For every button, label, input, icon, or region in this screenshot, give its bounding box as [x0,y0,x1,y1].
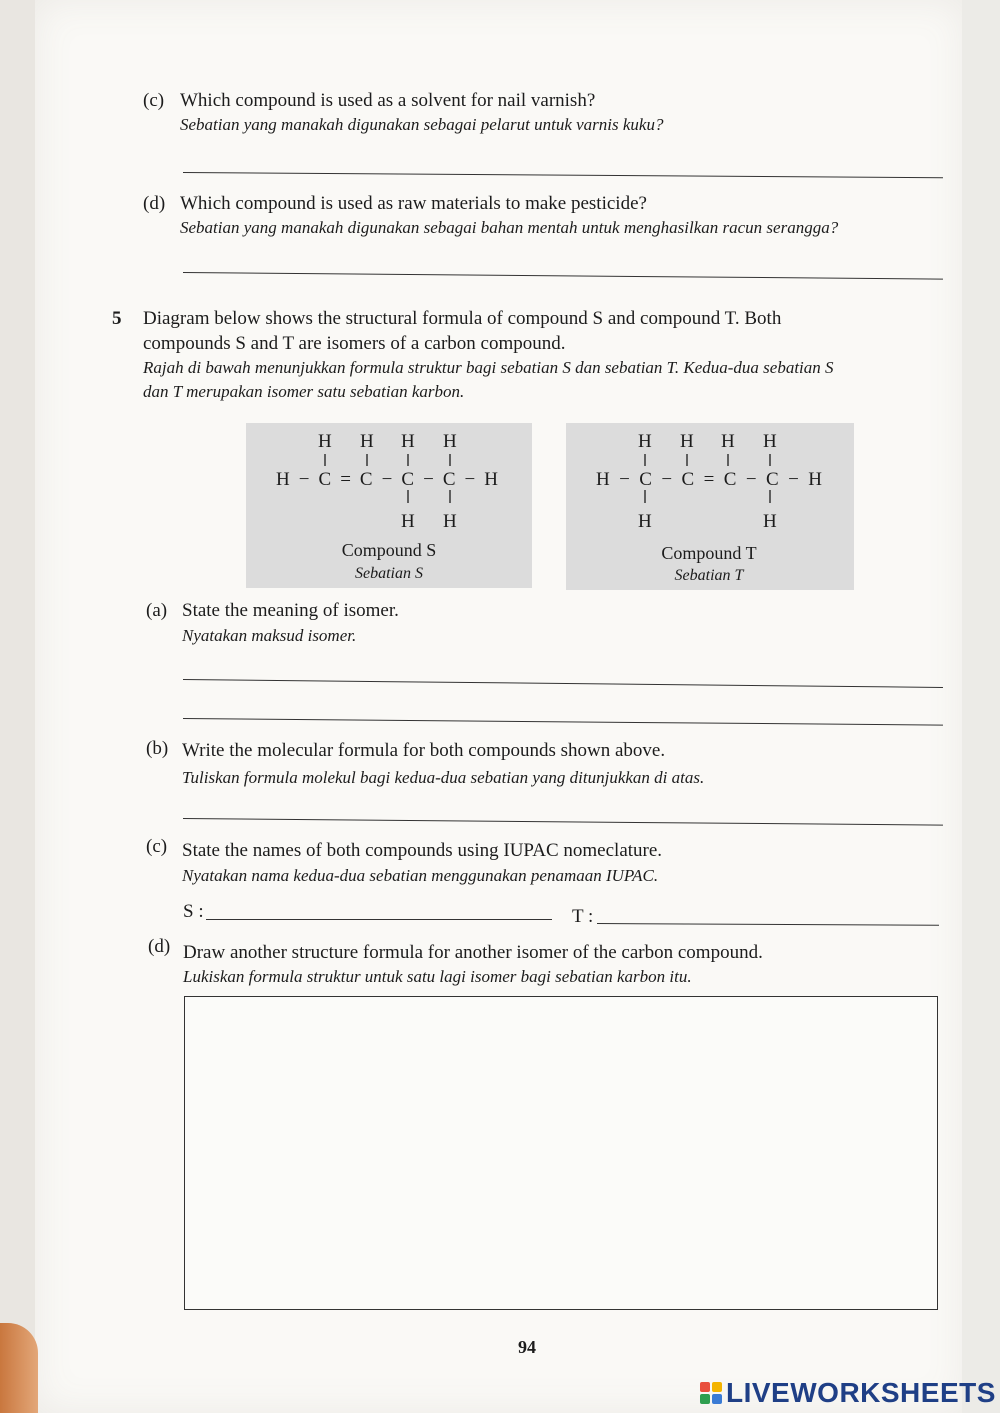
q5-intro-en-1: Diagram below shows the structural formula of compound S and compound T. Both [143,308,782,329]
q5-number: 5 [112,308,122,329]
q4d-question-en: Which compound is used as raw materials to make pesticide? [180,193,647,214]
compound-t-chain: H−C−C=C−C−H [596,469,822,490]
q5b-question-ms: Tuliskan formula molekul bagi kedua-dua sebatian yang ditunjukkan di atas. [182,768,705,787]
q5c-question-en: State the names of both compounds using IUPAC nomeclature. [182,840,663,861]
compound-t-diagram [566,423,854,590]
q5b-question-en: Write the molecular formula for both compounds shown above. [182,740,666,761]
compound-s-caption-ms: Sebatian S [355,565,423,582]
svg-text:H: H [360,431,374,452]
q5d-question-ms: Lukiskan formula struktur untuk satu lagi isomer bagi sebatian karbon itu. [183,967,692,986]
logo-text: LIVEWORKSHEETS [726,1377,996,1408]
logo-grid-icon [700,1382,722,1404]
q5c-t-label: T : [572,906,594,927]
compound-s-chain: H−C=C−C−C−H [276,469,498,490]
svg-text:H: H [763,431,777,452]
compound-s-caption-en: Compound S [341,540,437,560]
svg-text:H: H [443,511,457,532]
svg-text:H: H [721,431,735,452]
q4d-label: (d) [143,193,166,214]
q5c-s-label: S : [183,901,204,922]
svg-text:H: H [443,431,457,452]
q4c-question-en: Which compound is used as a solvent for nail varnish? [180,90,596,111]
q4d-question-ms: Sebatian yang manakah digunakan sebagai bahan mentah untuk menghasilkan racun serangga? [180,218,839,237]
compound-t-caption-en: Compound T [661,543,757,563]
q5c-label: (c) [146,836,168,857]
q5a-label: (a) [146,600,168,621]
page-edge [962,0,1000,1413]
compound-s-diagram [246,423,532,588]
svg-text:H: H [401,511,415,532]
q4c-question-ms: Sebatian yang manakah digunakan sebagai pelarut untuk varnis kuku? [180,115,664,134]
compound-t-caption-ms: Sebatian T [674,567,744,584]
liveworksheets-logo [700,1376,996,1410]
page-corner [0,1323,38,1413]
q5-intro-en-2: compounds S and T are isomers of a carbon compound. [143,333,566,354]
q5d-drawing-box[interactable] [184,996,938,1310]
q5c-question-ms: Nyatakan nama kedua-dua sebatian menggunakan penamaan IUPAC. [182,866,659,885]
q4c-label: (c) [143,90,165,111]
svg-text:H: H [638,511,652,532]
q5-intro-ms-2: dan T merupakan isomer satu sebatian karbon. [143,382,465,401]
svg-text:H: H [318,431,332,452]
svg-text:H: H [680,431,694,452]
q5-intro-ms-1: Rajah di bawah menunjukkan formula struktur bagi sebatian S dan sebatian T. Kedua-dua sebatian S [143,358,834,377]
q5d-question-en: Draw another structure formula for another isomer of the carbon compound. [183,942,763,963]
page-number: 94 [518,1337,536,1357]
svg-text:H: H [638,431,652,452]
svg-text:H: H [763,511,777,532]
q5d-label: (d) [148,936,171,957]
svg-text:H: H [401,431,415,452]
compound-s-top-h-row [318,431,457,452]
q5a-question-en: State the meaning of isomer. [182,600,399,621]
q5a-question-ms: Nyatakan maksud isomer. [182,626,357,645]
q5c-s-answer-line[interactable] [206,919,552,920]
q5b-label: (b) [146,738,169,759]
